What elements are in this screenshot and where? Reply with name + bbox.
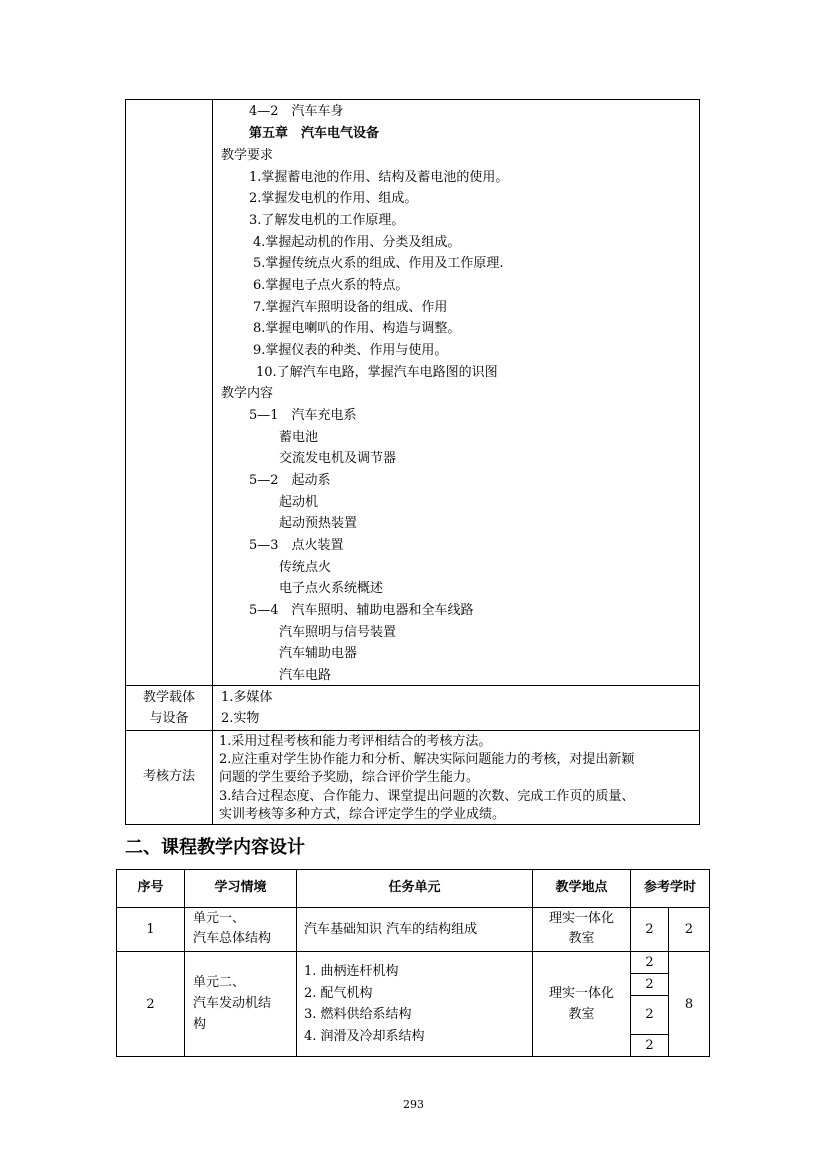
header-task: 任务单元 xyxy=(388,880,441,895)
content-line: 汽车电路 xyxy=(279,668,332,683)
content-line: 10.了解汽车电路，掌握汽车电路图的识图 xyxy=(256,365,498,380)
assessment-line: 问题的学生要给予奖励，综合评价学生能力。 xyxy=(219,770,480,785)
section-title: 二、课程教学内容设计 xyxy=(125,837,305,858)
content-line: 5—3 点火装置 xyxy=(249,538,344,553)
content-line: 汽车辅助电器 xyxy=(279,646,358,661)
content-line: 2.掌握发电机的作用、组成。 xyxy=(249,191,418,206)
content-line: 5—4 汽车照明、辅助电器和全车线路 xyxy=(249,603,474,618)
row-scenario: 汽车发动机结 xyxy=(193,996,272,1011)
equipment-item: 2.实物 xyxy=(221,711,260,726)
header-scenario: 学习情境 xyxy=(214,880,267,895)
row-total-hours: 8 xyxy=(684,997,694,1012)
equipment-label: 与设备 xyxy=(149,711,189,726)
header-place: 教学地点 xyxy=(555,880,608,895)
row-hours: 2 xyxy=(645,955,654,970)
content-line: 交流发电机及调节器 xyxy=(279,451,397,466)
row-hours: 2 xyxy=(645,1007,654,1022)
content-line: 汽车照明与信号装置 xyxy=(279,625,397,640)
row-total-hours: 2 xyxy=(684,922,694,937)
content-line: 起动机 xyxy=(279,495,319,510)
row-place: 教室 xyxy=(568,1007,595,1022)
row-place: 理实一体化 xyxy=(548,986,614,1001)
header-hours: 参考学时 xyxy=(643,880,696,895)
row-scenario: 单元一、 xyxy=(193,911,246,926)
row-hours: 2 xyxy=(645,922,654,937)
row-no: 2 xyxy=(146,997,155,1012)
assessment-line: 2.应注重对学生协作能力和分析、解决实际问题能力的考核，对提出新颖 xyxy=(219,752,635,767)
content-line: 5—1 汽车充电系 xyxy=(249,408,357,423)
row-task: 汽车基础知识 汽车的结构组成 xyxy=(304,922,478,937)
content-line: 7.掌握汽车照明设备的组成、作用 xyxy=(253,300,448,315)
row-scenario: 汽车总体结构 xyxy=(193,931,272,946)
content-line: 教学要求 xyxy=(221,148,274,163)
row-task: 4. 润滑及冷却系结构 xyxy=(304,1029,425,1044)
content-line: 4.掌握起动机的作用、分类及组成。 xyxy=(253,235,461,250)
content-line: 6.掌握电子点火系的特点。 xyxy=(253,278,409,293)
content-line: 5.掌握传统点火系的组成、作用及工作原理. xyxy=(253,256,504,271)
content-line: 起动预热装置 xyxy=(279,516,358,531)
content-line: 教学内容 xyxy=(221,386,274,401)
content-line: 8.掌握电喇叭的作用、构造与调整。 xyxy=(253,321,461,336)
row-scenario: 构 xyxy=(193,1017,207,1032)
row-task: 3. 燃料供给系结构 xyxy=(304,1007,412,1022)
content-line: 9.掌握仪表的种类、作用与使用。 xyxy=(253,343,448,358)
content-line: 5—2 起动系 xyxy=(249,473,331,488)
content-line: 4—2 汽车车身 xyxy=(249,104,344,119)
content-line: 传统点火 xyxy=(279,560,332,575)
row-place: 理实一体化 xyxy=(548,911,614,926)
assessment-line: 3.结合过程态度、合作能力、课堂提出问题的次数、完成工作页的质量、 xyxy=(219,789,635,804)
assessment-label: 考核方法 xyxy=(142,769,195,784)
equipment-label: 教学载体 xyxy=(142,690,195,705)
assessment-line: 实训考核等多种方式，综合评定学生的学业成绩。 xyxy=(219,807,506,822)
row-place: 教室 xyxy=(568,931,595,946)
row-task: 2. 配气机构 xyxy=(304,986,373,1001)
row-no: 1 xyxy=(146,922,155,937)
content-line: 蓄电池 xyxy=(279,430,319,445)
content-line: 1.掌握蓄电池的作用、结构及蓄电池的使用。 xyxy=(249,170,509,185)
row-hours: 2 xyxy=(645,977,654,992)
header-no: 序号 xyxy=(137,880,164,895)
content-line: 3.了解发电机的工作原理。 xyxy=(249,213,405,228)
assessment-line: 1.采用过程考核和能力考评相结合的考核方法。 xyxy=(219,734,492,749)
row-hours: 2 xyxy=(645,1038,654,1053)
chapter-title: 第五章 汽车电气设备 xyxy=(249,126,380,141)
row-task: 1. 曲柄连杆机构 xyxy=(304,964,399,979)
page-number: 293 xyxy=(403,1098,424,1111)
row-scenario: 单元二、 xyxy=(193,975,246,990)
equipment-item: 1.多媒体 xyxy=(221,690,273,705)
content-line: 电子点火系统概述 xyxy=(279,581,384,596)
